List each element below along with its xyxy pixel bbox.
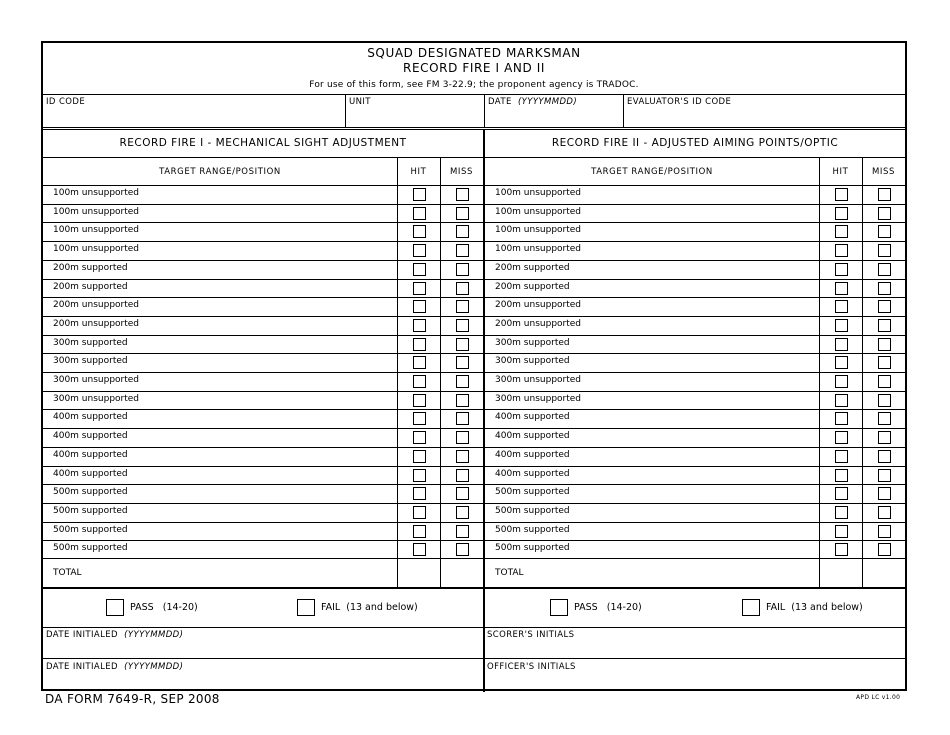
rf2-miss-checkbox[interactable] xyxy=(878,450,891,463)
rf2-fail-label xyxy=(766,602,863,613)
row-divider xyxy=(43,279,905,280)
rf1-target-row-label: 100m unsupported xyxy=(53,188,140,198)
rf2-hit-checkbox[interactable] xyxy=(835,207,848,220)
form-number: DA FORM 7649-R, SEP 2008 xyxy=(45,692,220,706)
rf1-hit-checkbox[interactable] xyxy=(413,300,426,313)
rf1-miss-checkbox[interactable] xyxy=(456,282,469,295)
rf2-miss-checkbox[interactable] xyxy=(878,263,891,276)
rf1-miss-checkbox[interactable] xyxy=(456,263,469,276)
rf2-hit-checkbox[interactable] xyxy=(835,338,848,351)
form-version: APD LC v1.00 xyxy=(856,694,901,701)
rf2-col-target: TARGET RANGE/POSITION xyxy=(591,167,713,177)
rf2-pass-checkbox[interactable] xyxy=(550,599,568,616)
rf2-target-row-label: 200m supported xyxy=(495,262,570,273)
date-label-text: DATE xyxy=(488,97,512,107)
rf1-pass-range: (14-20) xyxy=(162,602,198,613)
rf2-pass-text: PASS xyxy=(574,602,598,613)
rf2-pass-label xyxy=(574,602,642,613)
rf1-miss-checkbox[interactable] xyxy=(456,450,469,463)
row-divider xyxy=(43,241,905,242)
rf2-target-row-label: 400m supported xyxy=(495,449,570,460)
rf2-hit-checkbox[interactable] xyxy=(835,356,848,369)
rf1-target-row-label: 500m supported xyxy=(53,543,128,554)
rf2-miss-checkbox[interactable] xyxy=(878,282,891,295)
rf1-pass-checkbox[interactable] xyxy=(106,599,124,616)
row-divider xyxy=(43,316,905,317)
rf2-target-row-label: 300m unsupported xyxy=(495,393,582,404)
rf2-target-row-label: 500m supported xyxy=(495,505,570,516)
evaluator-id-label: EVALUATOR'S ID CODE xyxy=(627,97,732,107)
rf2-target-row-label: 300m unsupported xyxy=(495,375,582,385)
rf2-total-miss-field[interactable] xyxy=(863,559,905,587)
rf2-target-row-label: 500m supported xyxy=(495,487,570,498)
rf1-pass-text: PASS xyxy=(130,602,154,613)
rf1-hit-checkbox[interactable] xyxy=(413,188,426,201)
rf1-target-row-label: 300m unsupported xyxy=(53,393,140,404)
rf2-target-row-label: 500m supported xyxy=(495,524,570,535)
rf2-target-row-label: 100m unsupported xyxy=(495,225,582,236)
rf1-hit-checkbox[interactable] xyxy=(413,525,426,538)
rf2-target-row-label: 300m supported xyxy=(495,337,570,348)
rf1-col-target: TARGET RANGE/POSITION xyxy=(159,167,281,177)
rf2-hit-checkbox[interactable] xyxy=(835,543,848,556)
rf2-miss-checkbox[interactable] xyxy=(878,394,891,407)
rf1-miss-checkbox[interactable] xyxy=(456,525,469,538)
row-divider xyxy=(43,503,905,504)
rf1-hit-checkbox[interactable] xyxy=(413,375,426,388)
rf1-target-row-label: 200m unsupported xyxy=(53,300,140,311)
rf2-miss-checkbox[interactable] xyxy=(878,207,891,220)
rf2-hit-checkbox[interactable] xyxy=(835,263,848,276)
rf2-date-initialed-text: DATE INITIALED xyxy=(46,662,118,672)
rf2-col-miss: MISS xyxy=(871,167,896,177)
evaluator-id-field[interactable] xyxy=(624,95,904,127)
rf2-total-hit-field[interactable] xyxy=(820,559,862,587)
rf2-hit-checkbox[interactable] xyxy=(835,282,848,295)
rf1-target-row-label: 100m unsupported xyxy=(53,225,140,236)
rf1-miss-checkbox[interactable] xyxy=(456,506,469,519)
rf1-hit-checkbox[interactable] xyxy=(413,543,426,556)
unit-label: UNIT xyxy=(349,97,371,107)
rf1-fail-checkbox[interactable] xyxy=(297,599,315,616)
unit-field[interactable] xyxy=(346,95,483,127)
rf1-hit-checkbox[interactable] xyxy=(413,225,426,238)
rf1-target-row-label: 400m supported xyxy=(53,468,128,479)
rf1-miss-checkbox[interactable] xyxy=(456,188,469,201)
rf2-pass-range: (14-20) xyxy=(606,602,642,613)
rf2-miss-checkbox[interactable] xyxy=(878,375,891,388)
row-divider xyxy=(43,522,905,523)
rf2-hit-checkbox[interactable] xyxy=(835,244,848,257)
row-divider xyxy=(43,335,905,336)
row-divider xyxy=(43,353,905,354)
rf1-target-row-label: 400m supported xyxy=(53,412,128,423)
rf1-target-row-label: 500m supported xyxy=(53,524,128,535)
rf2-miss-checkbox[interactable] xyxy=(878,543,891,556)
rf1-target-row-label: 500m supported xyxy=(53,487,128,498)
rf1-miss-checkbox[interactable] xyxy=(456,319,469,332)
row-divider xyxy=(43,297,905,298)
rf2-target-row-label: 100m unsupported xyxy=(495,244,582,255)
rf2-hit-checkbox[interactable] xyxy=(835,469,848,482)
rf1-hit-checkbox[interactable] xyxy=(413,431,426,444)
rf2-target-row-label: 200m unsupported xyxy=(495,300,582,311)
rf2-target-row-label: 400m supported xyxy=(495,468,570,479)
rf2-hit-checkbox[interactable] xyxy=(835,525,848,538)
officer-initials-label: OFFICER'S INITIALS xyxy=(487,662,576,672)
rf1-hit-checkbox[interactable] xyxy=(413,263,426,276)
record-fire-1-title: RECORD FIRE I - MECHANICAL SIGHT ADJUSTMENT xyxy=(119,137,407,149)
rf2-miss-checkbox[interactable] xyxy=(878,506,891,519)
rf1-target-row-label: 300m unsupported xyxy=(53,375,140,385)
record-fire-2-title: RECORD FIRE II - ADJUSTED AIMING POINTS/OPTIC xyxy=(551,137,839,149)
rf2-miss-checkbox[interactable] xyxy=(878,525,891,538)
rf1-col-miss: MISS xyxy=(449,167,474,177)
rf2-hit-checkbox[interactable] xyxy=(835,225,848,238)
rf1-target-row-label: 500m supported xyxy=(53,505,128,516)
rf2-miss-checkbox[interactable] xyxy=(878,412,891,425)
rf1-miss-checkbox[interactable] xyxy=(456,244,469,257)
rf2-miss-checkbox[interactable] xyxy=(878,338,891,351)
rf2-hit-checkbox[interactable] xyxy=(835,450,848,463)
rf1-target-row-label: 400m supported xyxy=(53,431,128,442)
rf2-target-row-label: 400m supported xyxy=(495,431,570,442)
rf1-hit-checkbox[interactable] xyxy=(413,487,426,500)
id-code-field[interactable] xyxy=(44,95,344,127)
rf1-miss-checkbox[interactable] xyxy=(456,431,469,444)
rf1-fail-label xyxy=(321,602,418,613)
rf2-hit-checkbox[interactable] xyxy=(835,319,848,332)
rf2-fail-range: (13 and below) xyxy=(791,602,863,613)
rf2-miss-checkbox[interactable] xyxy=(878,188,891,201)
date-field[interactable] xyxy=(485,95,622,127)
rf2-hit-checkbox[interactable] xyxy=(835,506,848,519)
rf1-miss-checkbox[interactable] xyxy=(456,225,469,238)
row-divider xyxy=(43,391,905,392)
rf2-fail-checkbox[interactable] xyxy=(742,599,760,616)
rf1-hit-checkbox[interactable] xyxy=(413,356,426,369)
rf2-fail-text: FAIL xyxy=(766,602,786,613)
rf1-hit-checkbox[interactable] xyxy=(413,412,426,425)
scorer-initials-field[interactable] xyxy=(486,628,904,658)
rf2-hit-checkbox[interactable] xyxy=(835,300,848,313)
rf1-hit-checkbox[interactable] xyxy=(413,319,426,332)
rf1-miss-checkbox[interactable] xyxy=(456,356,469,369)
rf2-miss-checkbox[interactable] xyxy=(878,300,891,313)
rf1-date-initialed-text: DATE INITIALED xyxy=(46,630,118,640)
officer-initials-field[interactable] xyxy=(486,659,904,690)
id-code-label: ID CODE xyxy=(46,97,86,107)
row-divider xyxy=(43,447,905,448)
rf1-miss-checkbox[interactable] xyxy=(456,487,469,500)
rf1-total-label: TOTAL xyxy=(53,568,82,578)
rf1-date-initialed-field[interactable] xyxy=(44,628,482,658)
rf1-fail-range: (13 and below) xyxy=(346,602,418,613)
rf1-miss-checkbox[interactable] xyxy=(456,469,469,482)
rf2-miss-checkbox[interactable] xyxy=(878,487,891,500)
rf1-total-miss-field[interactable] xyxy=(441,559,483,587)
rf1-hit-checkbox[interactable] xyxy=(413,450,426,463)
rf1-miss-checkbox[interactable] xyxy=(456,375,469,388)
rf1-target-row-label: 200m supported xyxy=(53,262,128,273)
rf1-hit-checkbox[interactable] xyxy=(413,207,426,220)
rf2-target-row-label: 400m supported xyxy=(495,412,570,423)
rf1-fail-text: FAIL xyxy=(321,602,341,613)
row-divider xyxy=(43,204,905,205)
rf2-target-row-label: 100m unsupported xyxy=(495,188,582,198)
rf2-total-label: TOTAL xyxy=(495,568,524,578)
rf1-miss-checkbox[interactable] xyxy=(456,543,469,556)
rf2-miss-checkbox[interactable] xyxy=(878,225,891,238)
rf1-target-row-label: 200m unsupported xyxy=(53,318,140,329)
rf1-hit-checkbox[interactable] xyxy=(413,506,426,519)
date-format-hint: (YYYYMMDD) xyxy=(517,97,578,107)
rf1-col-hit: HIT xyxy=(410,167,427,177)
rf2-date-initialed-field[interactable] xyxy=(44,659,482,690)
rf1-miss-checkbox[interactable] xyxy=(456,207,469,220)
rf2-miss-checkbox[interactable] xyxy=(878,469,891,482)
row-divider xyxy=(43,222,905,223)
form-title-line2: RECORD FIRE I AND II xyxy=(403,61,545,75)
rf1-target-row-label: 400m supported xyxy=(53,449,128,460)
rf2-date-initialed-format: (YYYYMMDD) xyxy=(124,662,184,672)
rf2-hit-checkbox[interactable] xyxy=(835,412,848,425)
record-fire-form xyxy=(41,41,907,691)
rf2-hit-checkbox[interactable] xyxy=(835,188,848,201)
rf1-date-initialed-format: (YYYYMMDD) xyxy=(124,630,184,640)
rf2-target-row-label: 200m supported xyxy=(495,281,570,292)
rf1-miss-checkbox[interactable] xyxy=(456,394,469,407)
rf1-target-row-label: 200m supported xyxy=(53,281,128,292)
rf1-target-row-label: 100m unsupported xyxy=(53,206,140,217)
row-divider xyxy=(43,428,905,429)
rf1-target-row-label: 300m supported xyxy=(53,337,128,348)
rf2-hit-checkbox[interactable] xyxy=(835,431,848,444)
rf1-target-row-label: 300m supported xyxy=(53,356,128,367)
row-divider xyxy=(43,372,905,373)
rf1-target-row-label: 100m unsupported xyxy=(53,244,140,255)
form-title-line1: SQUAD DESIGNATED MARKSMAN xyxy=(367,46,581,60)
rf2-target-row-label: 100m unsupported xyxy=(495,206,582,217)
rf1-hit-checkbox[interactable] xyxy=(413,244,426,257)
rf1-pass-label xyxy=(130,602,198,613)
rf2-target-row-label: 500m supported xyxy=(495,543,570,554)
rf2-miss-checkbox[interactable] xyxy=(878,319,891,332)
rf2-miss-checkbox[interactable] xyxy=(878,244,891,257)
rf2-hit-checkbox[interactable] xyxy=(835,375,848,388)
row-divider xyxy=(43,484,905,485)
rf1-hit-checkbox[interactable] xyxy=(413,338,426,351)
rf1-miss-checkbox[interactable] xyxy=(456,338,469,351)
rf1-miss-checkbox[interactable] xyxy=(456,412,469,425)
rf1-hit-checkbox[interactable] xyxy=(413,469,426,482)
rf2-target-row-label: 300m supported xyxy=(495,356,570,367)
row-divider xyxy=(43,540,905,541)
row-divider xyxy=(43,466,905,467)
row-divider xyxy=(43,409,905,410)
rf2-miss-checkbox[interactable] xyxy=(878,431,891,444)
rf1-hit-checkbox[interactable] xyxy=(413,394,426,407)
rf1-total-hit-field[interactable] xyxy=(398,559,440,587)
rf1-miss-checkbox[interactable] xyxy=(456,300,469,313)
form-subtitle: For use of this form, see FM 3-22.9; the proponent agency is TRADOC. xyxy=(309,80,639,90)
rf2-hit-checkbox[interactable] xyxy=(835,394,848,407)
row-divider xyxy=(43,260,905,261)
rf2-hit-checkbox[interactable] xyxy=(835,487,848,500)
rf2-col-hit: HIT xyxy=(832,167,849,177)
rf1-hit-checkbox[interactable] xyxy=(413,282,426,295)
scorer-initials-label: SCORER'S INITIALS xyxy=(487,630,575,640)
rf2-miss-checkbox[interactable] xyxy=(878,356,891,369)
rf2-target-row-label: 200m unsupported xyxy=(495,318,582,329)
